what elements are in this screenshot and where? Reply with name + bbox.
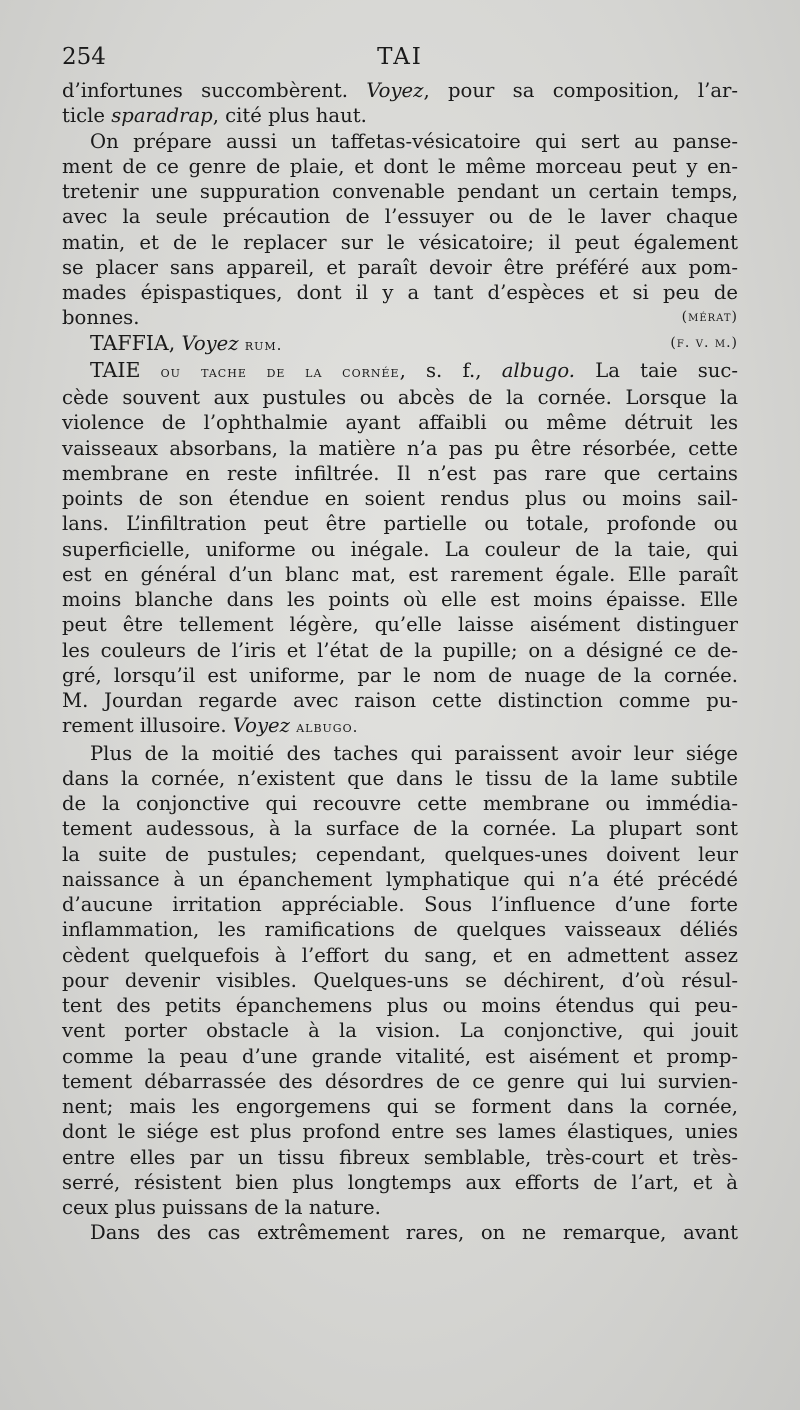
text-line: serré, résistent bien plus longtemps aux efforts de l’art, et à — [62, 1170, 738, 1194]
text-line — [62, 713, 738, 740]
text-line: gré, lorsqu’il est uniforme, par le nom de nuage de la cornée. — [62, 663, 738, 687]
text-line: moins blanche dans les points où elle est moins épaisse. Elle — [62, 588, 738, 611]
text-segment: ticle — [62, 104, 105, 128]
grammar-label: , s. f., — [399, 358, 482, 382]
text-line: mades épispastiques, dont il y a tant d’espèces et si peu de — [62, 281, 738, 304]
cross-reference-voyez: Voyez — [181, 331, 239, 355]
cross-reference-term: albugo. — [296, 718, 359, 737]
text-line: tretenir une suppuration convenable pendant un certain temps, — [62, 180, 738, 203]
paragraph-start-line: Plus de la moitié des taches qui paraissent avoir leur siége — [90, 741, 738, 765]
entry-line-taie — [62, 358, 738, 385]
page-number: 254 — [62, 44, 106, 70]
text-line: points de son étendue en soient rendus plus ou moins sail- — [62, 487, 738, 510]
text-line: M. Jourdan regarde avec raison cette distinction comme pu- — [62, 689, 738, 712]
text-line: cèdent quelquefois à l’effort du sang, et en admettent assez — [62, 943, 738, 967]
text-line — [62, 103, 738, 128]
text-line — [62, 78, 738, 103]
text-line: pour devenir visibles. Quelques-uns se déchirent, d’où résul- — [62, 968, 738, 992]
text-line: vaisseaux absorbans, la matière n’a pas pu être résorbée, cette — [62, 436, 738, 460]
text-line: dans la cornée, n’existent que dans le tissu de la lame subtile — [62, 766, 738, 790]
text-line: ment de ce genre de plaie, et dont le même morceau peut y en- — [62, 154, 738, 178]
author-attribution: (f. v. m.) — [670, 334, 738, 351]
text-line: les couleurs de l’iris et l’état de la pupille; on a désigné ce de- — [62, 638, 738, 662]
cross-reference-term: sparadrap — [111, 104, 213, 128]
cross-reference-term: rum. — [244, 335, 283, 354]
text-line: avec la seule précaution de l’essuyer ou de le laver chaque — [62, 205, 738, 229]
text-segment: La taie suc- — [595, 358, 739, 382]
text-line: membrane en reste infiltrée. Il n’est pas rare que certains — [62, 461, 738, 485]
text-line: naissance à un épanchement lymphatique qui n’a été précédé — [62, 867, 738, 891]
text-line: la suite de pustules; cependant, quelques-unes doivent leur — [62, 842, 738, 866]
text-line: tement débarrassée des désordres de ce genre qui lui survien- — [62, 1069, 738, 1093]
text-line: comme la peau d’une grande vitalité, est aisément et promp- — [62, 1044, 738, 1068]
text-line: superficielle, uniforme ou inégale. La couleur de la taie, qui — [62, 537, 738, 561]
text-line: dont le siége est plus profond entre ses lames élastiques, unies — [62, 1120, 738, 1144]
text-line — [62, 305, 738, 330]
text-line: tent des petits épanchemens plus ou moins étendus qui peu- — [62, 994, 738, 1017]
text-line: nent; mais les engorgemens qui se forment dans la cornée, — [62, 1095, 738, 1118]
text-line: tement audessous, à la surface de la cornée. La plupart sont — [62, 817, 738, 841]
text-line: violence de l’ophthalmie ayant affaibli ou même détruit les — [62, 411, 738, 435]
text-line: cède souvent aux pustules ou abcès de la cornée. Lorsque la — [62, 386, 738, 409]
cross-reference-voyez: Voyez — [366, 79, 424, 102]
text-segment: rement illusoire. — [62, 714, 227, 738]
text-line: se placer sans appareil, et paraît devoir être préféré aux pom- — [62, 255, 738, 279]
text-segment: , pour sa composition, l’ar- — [423, 79, 738, 102]
entry-headword: TAIE — [90, 357, 141, 382]
text-line: est en général d’un blanc mat, est rarement égale. Elle paraît — [62, 562, 738, 586]
text-line: peut être tellement légère, qu’elle laisse aisément distinguer — [62, 613, 738, 637]
page-body — [62, 78, 738, 1246]
latin-term: albugo. — [501, 358, 576, 382]
text-line: matin, et de le replacer sur le vésicatoire; il peut également — [62, 230, 738, 254]
text-line: lans. L’infiltration peut être partielle ou totale, profonde ou — [62, 512, 738, 536]
text-line: entre elles par un tissu fibreux semblable, très-court et très- — [62, 1145, 738, 1169]
running-head — [62, 38, 738, 78]
text-line: inflammation, les ramifications de quelques vaisseaux déliés — [62, 918, 738, 942]
text-segment: d’infortunes succombèrent. — [62, 79, 348, 102]
author-attribution: (mérat) — [681, 309, 738, 326]
paragraph-start-line: On prépare aussi un taffetas-vésicatoire qui sert au panse- — [90, 129, 738, 153]
text-segment: ou — [160, 362, 181, 381]
entry-synonym: tache de la cornée — [201, 362, 400, 381]
entry-headword: TAFFIA, — [90, 330, 176, 355]
text-segment: bonnes. — [62, 306, 140, 330]
text-line: d’aucune irritation appréciable. Sous l’influence d’une forte — [62, 893, 738, 916]
text-line: de la conjonctive qui recouvre cette membrane ou immédia- — [62, 792, 738, 815]
text-segment: , cité plus haut. — [212, 104, 367, 128]
text-line: vent porter obstacle à la vision. La conjonctive, qui jouit — [62, 1019, 738, 1043]
entry-line-taffia — [62, 331, 738, 358]
text-line: ceux plus puissans de la nature. — [62, 1196, 381, 1219]
cross-reference-voyez: Voyez — [232, 714, 290, 738]
running-head-title: TAI — [377, 44, 423, 70]
paragraph-start-line: Dans des cas extrêmement rares, on ne remarque, avant — [90, 1221, 738, 1245]
